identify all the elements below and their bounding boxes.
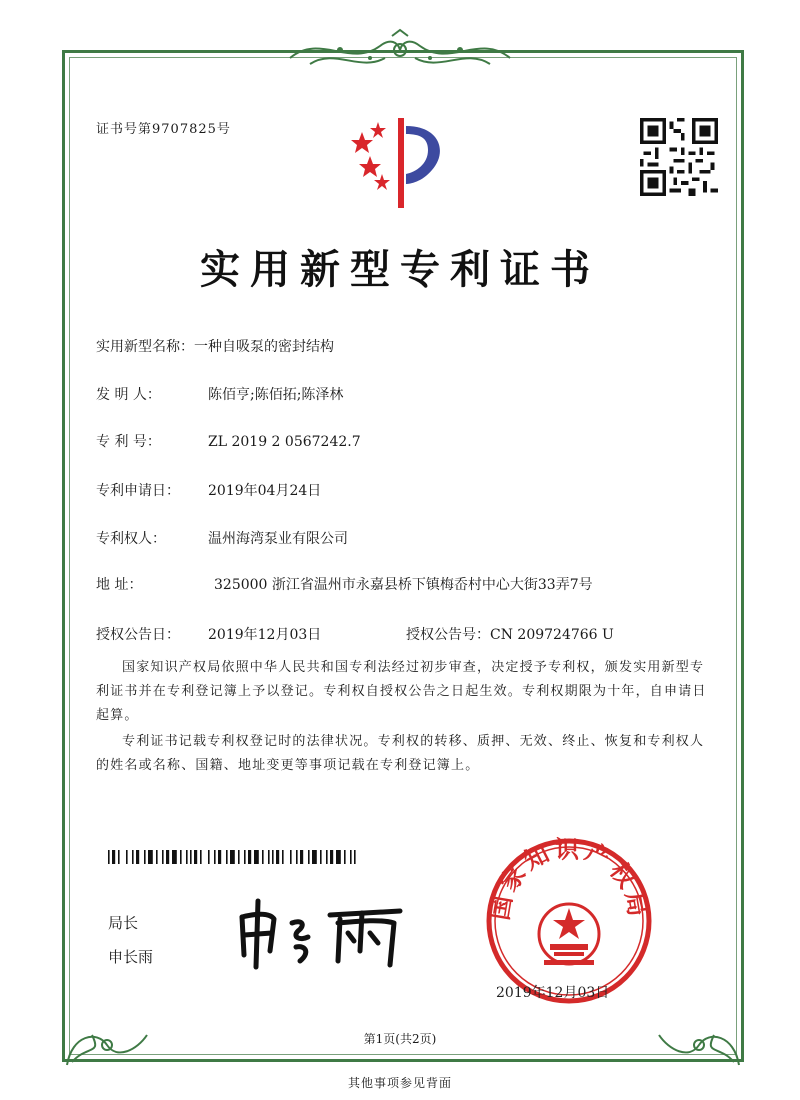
cnipa-logo-icon [340, 112, 450, 212]
field-label: 专利申请日： [96, 483, 180, 499]
field-value: 陈佰亨;陈佰拓;陈泽林 [208, 387, 344, 403]
body-paragraph-1: 国家知识产权局依照中华人民共和国专利法经过初步审查，决定授予专利权，颁发实用新型专利证书并在专利登记簿上予以登记。专利权自授权公告之日起生效。专利权期限为十年，自申请日起算。 [96, 660, 707, 723]
field-address [96, 574, 142, 594]
certificate-title: 实用新型专利证书 [200, 246, 600, 293]
field-value: 温州海湾泵业有限公司 [208, 531, 348, 547]
official-seal-icon [484, 836, 654, 1006]
field-label: 专利权人： [96, 531, 166, 547]
field-value: 2019年12月03日 [208, 627, 322, 643]
field-label: 地 址： [96, 577, 143, 593]
field-inventors [96, 384, 343, 404]
field-patent-number [96, 431, 361, 451]
field-value: ZL 2019 2 0567242.7 [208, 434, 361, 450]
director-title: 局长 [108, 914, 139, 932]
address-value: 325000 浙江省温州市永嘉县桥下镇梅岙村中心大街33弄7号 [214, 577, 593, 593]
field-patentee [96, 528, 348, 548]
field-label: 授权公告号： [406, 627, 490, 643]
director-signature-icon [230, 895, 430, 970]
field-grant-date [96, 624, 321, 644]
field-application-date [96, 480, 321, 500]
field-value: CN 209724766 U [490, 627, 614, 643]
field-value: 2019年04月24日 [208, 483, 322, 499]
footer-note: 其他事项参见背面 [347, 1076, 452, 1090]
field-grant-number [406, 624, 614, 644]
field-utility-model-name [96, 336, 334, 356]
field-label: 授权公告日： [96, 627, 180, 643]
field-label: 发 明 人： [96, 387, 161, 403]
barcode-icon [108, 850, 356, 864]
seal-date: 2019年12月03日 [496, 985, 610, 1001]
field-value: 一种自吸泵的密封结构 [194, 339, 334, 355]
seal-text: 国家知识产权局 [485, 836, 653, 923]
body-paragraph-2: 专利证书记载专利权登记时的法律状况。专利权的转移、质押、无效、终止、恢复和专利权人的姓名或名称、国籍、地址变更等事项记载在专利登记簿上。 [96, 734, 705, 773]
page-number: 第1页(共2页) [363, 1032, 437, 1046]
top-ornament-icon [280, 28, 520, 76]
qr-code-icon [640, 118, 718, 196]
director-name: 申长雨 [108, 948, 154, 966]
field-label: 专 利 号： [96, 434, 161, 450]
certificate-number: 证书号第9707825号 [96, 122, 231, 137]
field-label: 实用新型名称： [96, 339, 194, 355]
